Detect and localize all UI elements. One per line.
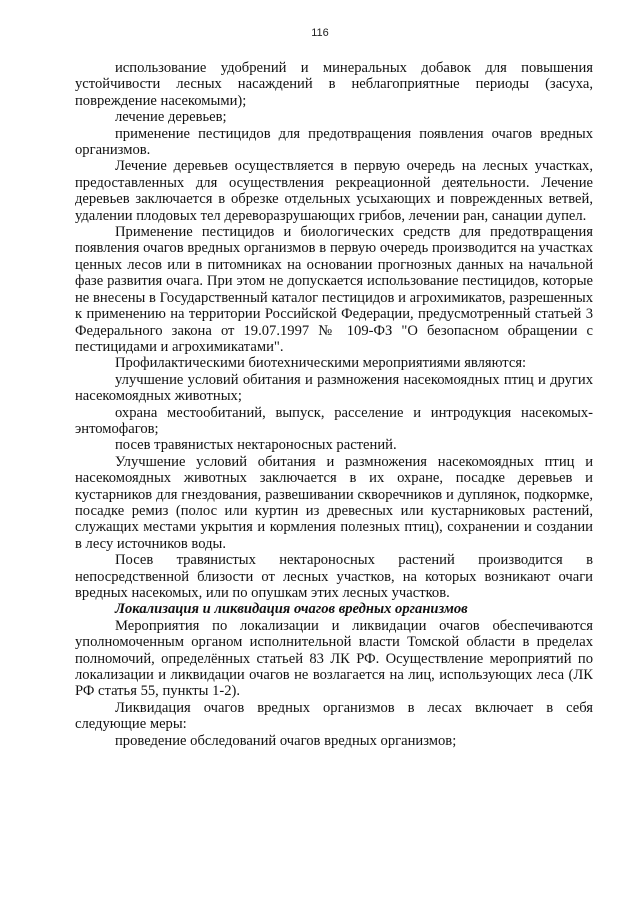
paragraph-biotech-intro: Профилактическими биотехническими мероприятиями являются: [115, 355, 527, 372]
paragraph-nectar-item: посев травянистых нектароносных растений. [115, 437, 397, 454]
paragraph-localization: Мероприятия по локализации и ликвидации очагов обеспечиваются уполномоченным органом исполнительной власти Томской области в пределах полномочий, определённых статьей 83 ЛК РФ. Осуществление мероприятий по локализации и ликвидации очагов не возлагается на лиц, использующих леса (ЛК РФ статья 55, пункты 1-2). [75, 617, 593, 700]
paragraph-tree-treatment: Лечение деревьев осуществляется в первую очередь на лесных участках, предоставленных для осуществления рекреационной деятельности. Лечение деревьев заключается в обрезке отдельных усыхающих и поврежденных ветвей, удалении плодовых тел дереворазрушающих грибов, лечении ран, санации дупел. [75, 158, 593, 224]
paragraph-surveys-item: проведение обследований очагов вредных организмов; [115, 732, 457, 749]
section-heading: Локализация и ликвидация очагов вредных организмов [115, 601, 468, 618]
paragraph-birds-detail: Улучшение условий обитания и размножения насекомоядных птиц и насекомоядных животных заключается в их охране, посадке деревьев и кустарников для гнездования, развешивании скворечников и дуплянок, подкормке, посадке ремиз (полос или куртин из древесных или кустарниковых растений, служащих местами укрытия и кормления полезных птиц), сохранении и создании в лесу источников воды. [75, 453, 593, 552]
paragraph-nectar-detail: Посев травянистых нектароносных растений производится в непосредственной близости от лесных участков, на которых возникают очаги вредных насекомых, или по опушкам этих лесных участков. [75, 552, 593, 601]
paragraph-tree-treatment-item: лечение деревьев; [115, 109, 227, 126]
document-body [75, 60, 593, 749]
paragraph-birds-item: улучшение условий обитания и размножения насекомоядных птиц и других насекомоядных животных; [75, 371, 593, 405]
paragraph-entomophages-item: охрана местообитаний, выпуск, расселение и интродукция насекомых-энтомофагов; [75, 404, 593, 437]
paragraph-pesticides-use: Применение пестицидов и биологических средств для предотвращения появления очагов вредных организмов в первую очередь производится на участках ценных лесов или в питомниках на основании прогнозных данных на начальной фазе развития очага. При этом не допускается использование пестицидов, которые не внесены в Государственный каталог пестицидов и агрохимикатов, разрешенных к применению на территории Российской Федерации, предусмотренный статьей 3 Федерального закона от 19.07.1997 № 109-ФЗ "О безопасном обращении с пестицидами и агрохимикатами". [75, 224, 593, 355]
paragraph-liquidation-intro: Ликвидация очагов вредных организмов в лесах включает в себя следующие меры: [75, 699, 593, 733]
page-number: 116 [311, 27, 329, 39]
paragraph-pesticides-item: применение пестицидов для предотвращения появления очагов вредных организмов. [75, 125, 593, 159]
paragraph-fertilizers: использование удобрений и минеральных добавок для повышения устойчивости лесных насаждений в неблагоприятные периоды (засуха, повреждение насекомыми); [75, 60, 593, 109]
